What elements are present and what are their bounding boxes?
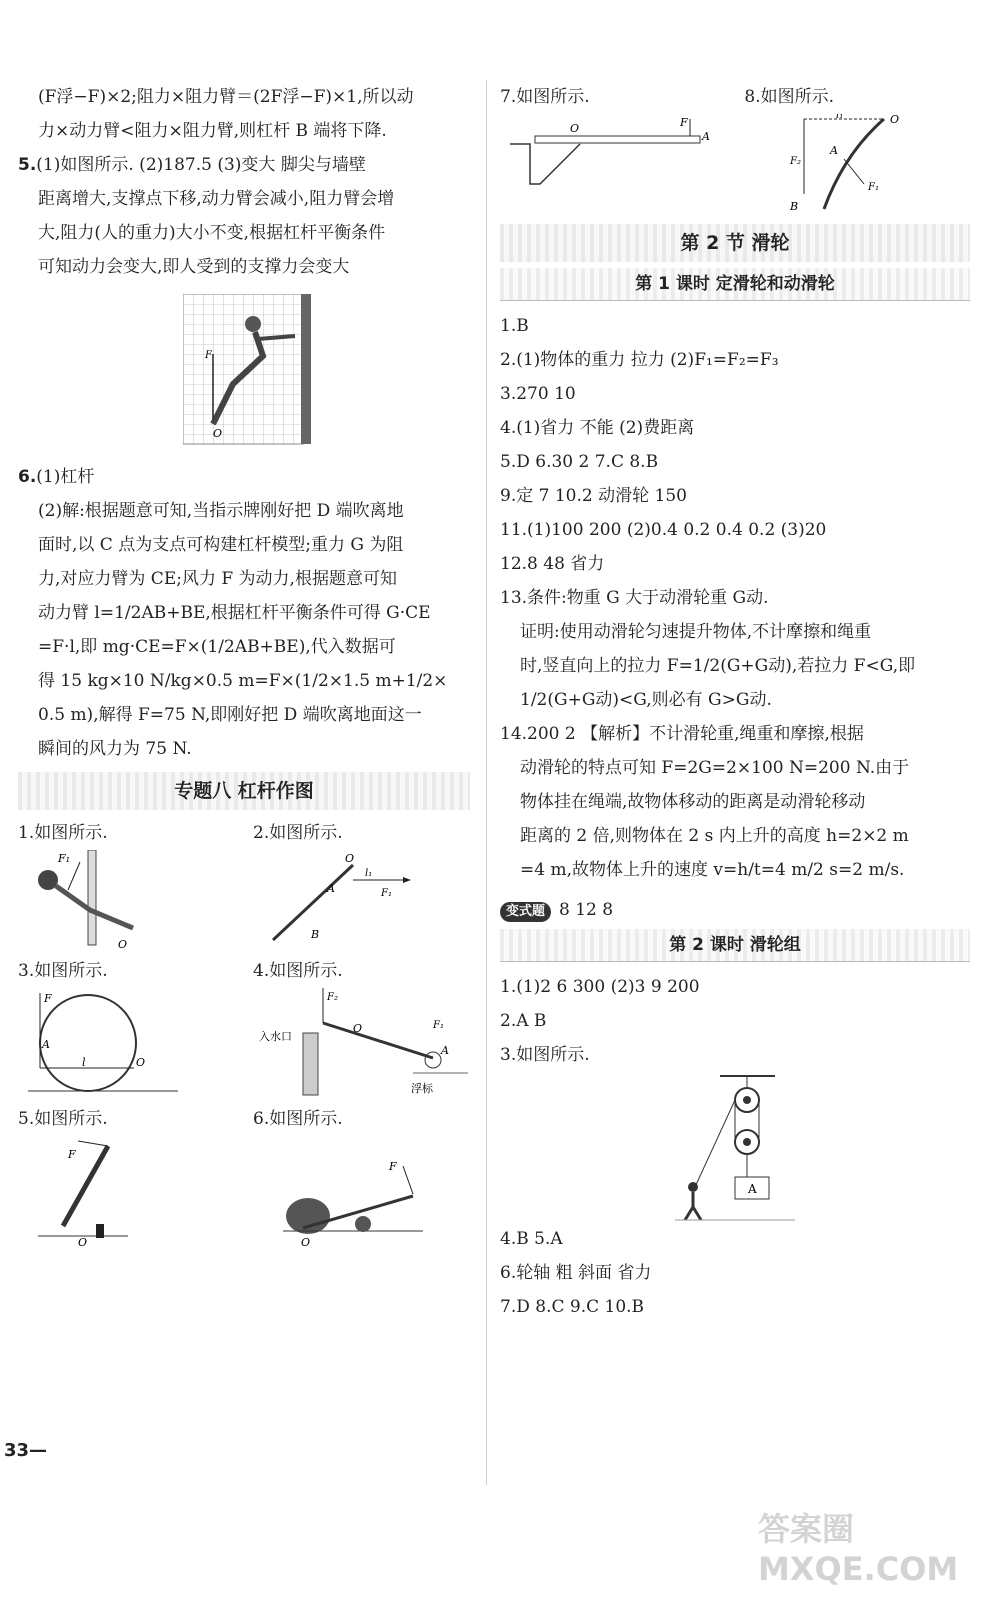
- answer-line: 1.(1)2 6 300 (2)3 9 200: [500, 977, 700, 997]
- answer-line: 3.如图所示.: [500, 1045, 590, 1065]
- svg-text:F₂: F₂: [790, 156, 802, 167]
- answer-line: 2.(1)物体的重力 拉力 (2)F₁=F₂=F₃: [500, 350, 779, 370]
- svg-text:F: F: [205, 350, 212, 361]
- text-line: 得 15 kg×10 N/kg×0.5 m=F×(1/2×1.5 m+1/2×: [38, 671, 448, 691]
- block-label: A: [748, 1182, 757, 1196]
- text-line: 7.如图所示.: [500, 87, 590, 107]
- watermark: [758, 1504, 978, 1604]
- svg-text:O: O: [118, 938, 128, 950]
- answer-line: 时,竖直向上的拉力 F=1/2(G+G动),若拉力 F<G,即: [520, 656, 916, 676]
- svg-text:O: O: [136, 1056, 146, 1069]
- text-line: (2)解:根据题意可知,当指示牌刚好把 D 端吹离地: [38, 501, 404, 521]
- inlet-label: 入水口: [259, 1030, 293, 1043]
- answer-line: 证明:使用动滑轮匀速提升物体,不计摩擦和绳重: [520, 622, 872, 642]
- svg-text:l₁: l₁: [836, 114, 844, 121]
- svg-text:F₁: F₁: [58, 852, 71, 865]
- variant-answer: 8 12 8: [559, 900, 614, 920]
- text-line: =F·l,即 mg·CE=F×(1/2AB+BE),代入数据可: [38, 637, 396, 657]
- svg-text:l₁: l₁: [365, 868, 373, 879]
- answer-line: 4.B 5.A: [500, 1229, 563, 1249]
- svg-text:F₂: F₂: [327, 992, 338, 1003]
- svg-text:O: O: [345, 852, 355, 865]
- text-line: 动力臂 l=1/2AB+BE,根据杠杆平衡条件可得 G·CE: [38, 603, 431, 623]
- answer-line: 4.(1)省力 不能 (2)费距离: [500, 418, 695, 438]
- wall-lean-figure: [183, 294, 323, 454]
- svg-text:F: F: [389, 1160, 397, 1173]
- left-column: [18, 80, 470, 1250]
- question-number: 6.: [18, 467, 37, 487]
- text-line: 0.5 m),解得 F=75 N,即刚好把 D 端吹离地面这一: [38, 705, 422, 725]
- svg-text:F: F: [680, 116, 688, 129]
- text-line: 面时,以 C 点为支点可构建杠杆模型;重力 G 为阻: [38, 535, 404, 555]
- lever-figure-8: [744, 114, 944, 214]
- svg-text:A: A: [441, 1044, 449, 1057]
- lever-figure-7: [500, 114, 720, 194]
- answer-line: 12.8 48 省力: [500, 554, 605, 574]
- svg-text:F₁: F₁: [868, 182, 880, 193]
- text-line: 可知动力会变大,即人受到的支撑力会变大: [38, 257, 350, 277]
- svg-text:F: F: [44, 992, 52, 1005]
- page-number: 33—: [4, 1440, 48, 1461]
- svg-text:F₁: F₁: [381, 888, 392, 899]
- column-divider: [486, 80, 487, 1485]
- text-line: 5.如图所示.: [18, 1109, 108, 1129]
- text-line: 力×动力臂<阻力×阻力臂,则杠杆 B 端将下降.: [38, 121, 387, 141]
- text-line: 8.如图所示.: [744, 87, 835, 107]
- svg-text:F: F: [68, 1148, 76, 1161]
- answer-line: 5.D 6.30 2 7.C 8.B: [500, 452, 659, 472]
- text-line: 3.如图所示.: [18, 961, 108, 981]
- svg-text:F₁: F₁: [433, 1020, 444, 1031]
- answer-line: 9.定 7 10.2 动滑轮 150: [500, 486, 687, 506]
- question-number: 5.: [18, 155, 37, 175]
- text-line: 2.如图所示.: [253, 823, 343, 843]
- section-title: 专题八 杠杆作图: [18, 772, 470, 810]
- svg-text:O: O: [890, 114, 900, 126]
- answer-line: =4 m,故物体上升的速度 v=h/t=4 m/2 s=2 m/s.: [520, 860, 905, 880]
- lever-figure-3: [18, 988, 218, 1098]
- svg-text:A: A: [702, 130, 710, 143]
- text-line: (F浮−F)×2;阻力×阻力臂＝(2F浮−F)×1,所以动: [38, 87, 414, 107]
- answer-line: 14.200 2 【解析】不计滑轮重,绳重和摩擦,根据: [500, 724, 864, 744]
- svg-text:B: B: [790, 200, 799, 213]
- lever-figure-5: [18, 1136, 218, 1246]
- answer-line: 11.(1)100 200 (2)0.4 0.2 0.4 0.2 (3)20: [500, 520, 827, 540]
- svg-text:O: O: [570, 122, 580, 135]
- lever-figure-1: [18, 850, 218, 950]
- svg-text:O: O: [301, 1236, 311, 1246]
- svg-text:B: B: [311, 928, 320, 941]
- svg-text:A: A: [327, 882, 335, 895]
- text-line: 6.如图所示.: [253, 1109, 343, 1129]
- answer-line: 动滑轮的特点可知 F=2G=2×100 N=200 N.由于: [520, 758, 910, 778]
- svg-text:A: A: [830, 144, 839, 157]
- variant-badge: 变式题: [500, 902, 551, 922]
- answer-line: 1.B: [500, 316, 529, 336]
- text-line: 大,阻力(人的重力)大小不变,根据杠杆平衡条件: [38, 223, 386, 243]
- answer-line: 6.轮轴 粗 斜面 省力: [500, 1263, 652, 1283]
- svg-text:O: O: [353, 1022, 363, 1035]
- svg-text:O: O: [213, 427, 223, 440]
- text-line: (1)杠杆: [36, 467, 95, 487]
- answer-line: 距离的 2 倍,则物体在 2 s 内上升的高度 h=2×2 m: [520, 826, 909, 846]
- pulley-system-figure: [665, 1072, 805, 1222]
- lever-figure-6: [253, 1136, 473, 1246]
- text-line: 瞬间的风力为 75 N.: [38, 739, 192, 759]
- text-line: 4.如图所示.: [253, 961, 343, 981]
- answer-line: 7.D 8.C 9.C 10.B: [500, 1297, 645, 1317]
- text-line: (1)如图所示. (2)187.5 (3)变大 脚尖与墙壁: [36, 155, 366, 175]
- watermark-text: 答案圈 MXQE.COM: [758, 1510, 959, 1588]
- lever-figure-4: [253, 988, 473, 1098]
- section-title: 第 2 节 滑轮: [500, 224, 970, 262]
- lesson-title: 第 2 课时 滑轮组: [500, 929, 970, 962]
- text-line: 距离增大,支撑点下移,动力臂会减小,阻力臂会增: [38, 189, 395, 209]
- lesson-title: 第 1 课时 定滑轮和动滑轮: [500, 268, 970, 301]
- answer-line: 13.条件:物重 G 大于动滑轮重 G动.: [500, 588, 769, 608]
- right-column: [500, 80, 970, 1324]
- text-line: 1.如图所示.: [18, 823, 108, 843]
- answer-line: 2.A B: [500, 1011, 547, 1031]
- svg-text:A: A: [42, 1038, 50, 1051]
- answer-line: 1/2(G+G动)<G,则必有 G>G动.: [520, 690, 772, 710]
- answer-line: 3.270 10: [500, 384, 576, 404]
- svg-text:O: O: [78, 1236, 88, 1246]
- answer-line: 物体挂在绳端,故物体移动的距离是动滑轮移动: [520, 792, 866, 812]
- float-label: 浮标: [411, 1082, 434, 1095]
- svg-text:l: l: [82, 1056, 86, 1069]
- lever-figure-2: [253, 850, 453, 950]
- text-line: 力,对应力臂为 CE;风力 F 为动力,根据题意可知: [38, 569, 397, 589]
